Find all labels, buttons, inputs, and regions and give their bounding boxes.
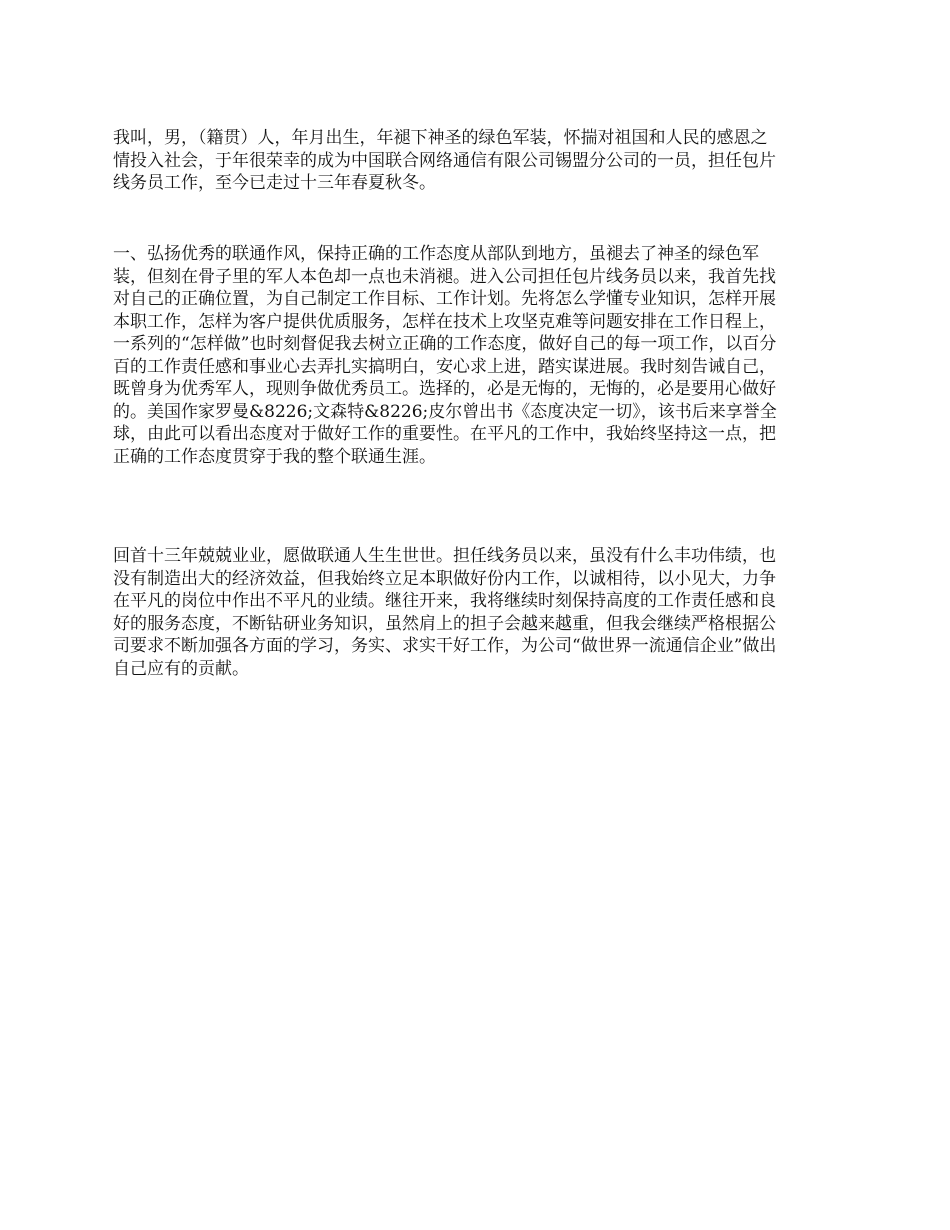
paragraph-section-one (113, 243, 841, 468)
text-line: 司要求不断加强各方面的学习，务实、求实干好工作，为公司“做世界一流通信企业”做出 (113, 636, 777, 656)
paragraph-intro (113, 127, 841, 195)
text-line: 一、弘扬优秀的联通作风，保持正确的工作态度从部队到地方，虽褪去了神圣的绿色军 (113, 244, 759, 264)
text-line: 对自己的正确位置，为自己制定工作目标、工作计划。先将怎么学懂专业知识，怎样开展 (113, 289, 776, 309)
text-line: 回首十三年兢兢业业，愿做联通人生生世世。担任线务员以来，虽没有什么丰功伟绩，也 (113, 546, 776, 566)
text-line: 球，由此可以看出态度对于做好工作的重要性。在平凡的工作中，我始终坚持这一点，把 (113, 424, 776, 444)
text-line: 本职工作，怎样为客户提供优质服务，怎样在技术上攻坚克难等问题安排在工作日程上， (113, 311, 776, 332)
text-line: 的。美国作家罗曼&8226;文森特&8226;皮尔曾出书《态度决定一切》，该书后来享誉全 (113, 401, 777, 422)
text-line: 线务员工作，至今已走过十三年春夏秋冬。 (113, 173, 436, 193)
paragraph-conclusion (113, 545, 841, 680)
text-line: 情投入社会，于年很荣幸的成为中国联合网络通信有限公司锡盟分公司的一员，担任包片 (113, 150, 776, 171)
text-line: 好的服务态度，不断钻研业务知识，虽然肩上的担子会越来越重，但我会继续严格根据公 (113, 613, 776, 634)
text-line: 一系列的“怎样做”也时刻督促我去树立正确的工作态度，做好自己的每一项工作，以百分 (113, 334, 777, 354)
text-line: 没有制造出大的经济效益，但我始终立足本职做好份内工作，以诚相待，以小见大，力争 (113, 568, 776, 589)
text-line: 既曾身为优秀军人，现则争做优秀员工。选择的，必是无悔的，无悔的，必是要用心做好 (113, 379, 776, 399)
text-line: 我叫，男，（籍贯）人，年月出生，年褪下神圣的绿色军装，怀揣对祖国和人民的感恩之 (113, 128, 768, 148)
text-line: 装，但刻在骨子里的军人本色却一点也未消褪。进入公司担任包片线务员以来，我首先找 (113, 266, 776, 287)
text-line: 自己应有的贡献。 (113, 658, 249, 679)
text-line: 在平凡的岗位中作出不平凡的业绩。继往开来，我将继续时刻保持高度的工作责任感和良 (113, 591, 776, 611)
text-line: 百的工作责任感和事业心去弄扎实搞明白，安心求上进，踏实谋进展。我时刻告诫自己， (113, 356, 776, 377)
text-line: 正确的工作态度贯穿于我的整个联通生涯。 (113, 446, 436, 467)
